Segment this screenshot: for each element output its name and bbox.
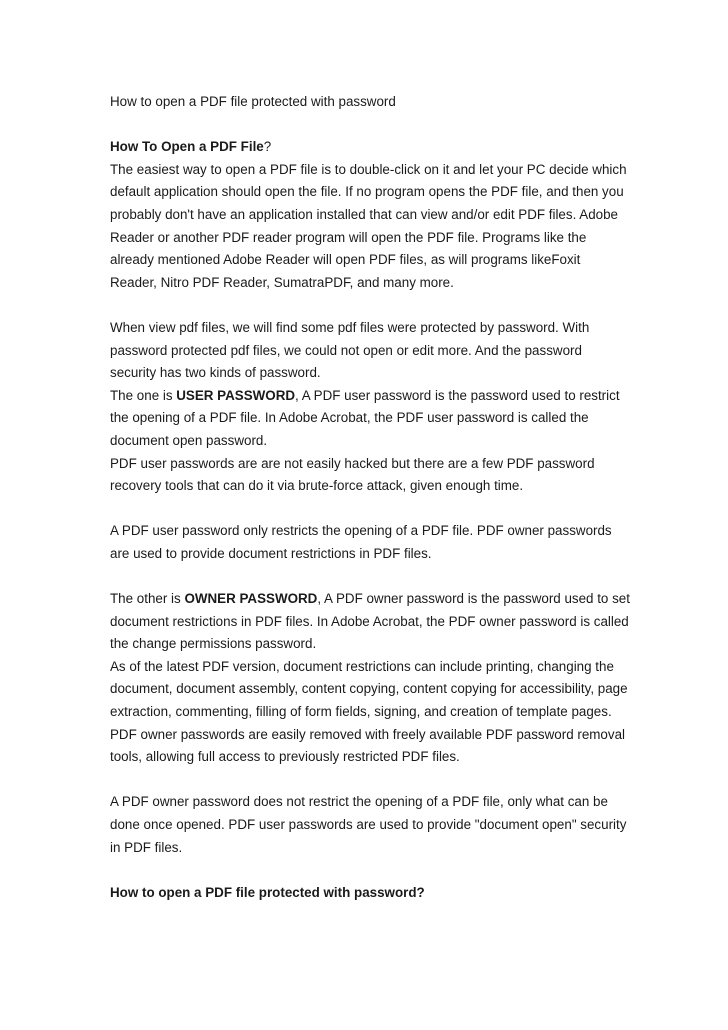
spacer	[110, 498, 630, 521]
owner-password-term: OWNER PASSWORD	[184, 591, 318, 607]
paragraph-owner-removal: PDF owner passwords are easily removed with freely available PDF password removal tools, allowing full access to previously restricted PDF files.	[110, 726, 625, 765]
document-content	[110, 91, 630, 904]
owner-prefix: The other is	[110, 591, 185, 607]
spacer	[110, 114, 630, 137]
heading-suffix: ?	[263, 139, 272, 155]
paragraph-owner-restrictions: As of the latest PDF version, document restrictions can include printing, changing the document, document assembly, content copying, content copying for accessibility, page extraction, commenting, filling of form fields, signing, and creation of template pages.	[110, 658, 628, 720]
paragraph-password-intro: When view pdf files, we will find some pdf files were protected by password. With password protected pdf files, we could not open or edit more. And the password security has two kinds of password.	[110, 319, 590, 381]
user-prefix: The one is	[110, 387, 177, 403]
section-heading-open-protected: How to open a PDF file protected with password?	[110, 884, 425, 900]
spacer	[110, 769, 630, 792]
heading-bold-text: How To Open a PDF File	[110, 139, 264, 155]
paragraph-user-password	[110, 385, 630, 453]
document-title: How to open a PDF file protected with password	[110, 94, 396, 109]
paragraph-open-pdf: The easiest way to open a PDF file is to double-click on it and let your PC decide which default application should open the file. If no program opens the PDF file, and then you probably don't have an application installed that can view and/or edit PDF files. Adobe Reader or another PDF reader program will open the PDF file. Programs like the already mentioned Adobe Reader will open PDF files, as will programs likeFoxit Reader, Nitro PDF Reader, SumatraPDF, and many more.	[110, 161, 627, 290]
section-heading-open-pdf	[110, 136, 630, 159]
paragraph-user-restriction: A PDF user password only restricts the opening of a PDF file. PDF owner passwords are used to provide document restrictions in PDF files.	[110, 523, 612, 561]
paragraph-user-recovery: PDF user passwords are are not easily hacked but there are a few PDF password recovery tools that can do it via brute-force attack, given enough time.	[110, 455, 595, 494]
paragraph-owner-summary: A PDF owner password does not restrict the opening of a PDF file, only what can be done once opened. PDF user passwords are used to provide "document open" security in PDF files.	[110, 794, 627, 855]
spacer	[110, 859, 630, 882]
spacer	[110, 294, 630, 317]
spacer	[110, 565, 630, 588]
owner-password-text: , A PDF owner password is the password used to set document restrictions in PDF files. In Adobe Acrobat, the PDF owner password is called the change permissions password.	[110, 591, 630, 652]
user-password-text: , A PDF user password is the password used to restrict the opening of a PDF file. In Adobe Acrobat, the PDF user password is called the document open password.	[110, 387, 620, 448]
user-password-term: USER PASSWORD	[176, 387, 296, 403]
paragraph-owner-password	[110, 588, 630, 656]
